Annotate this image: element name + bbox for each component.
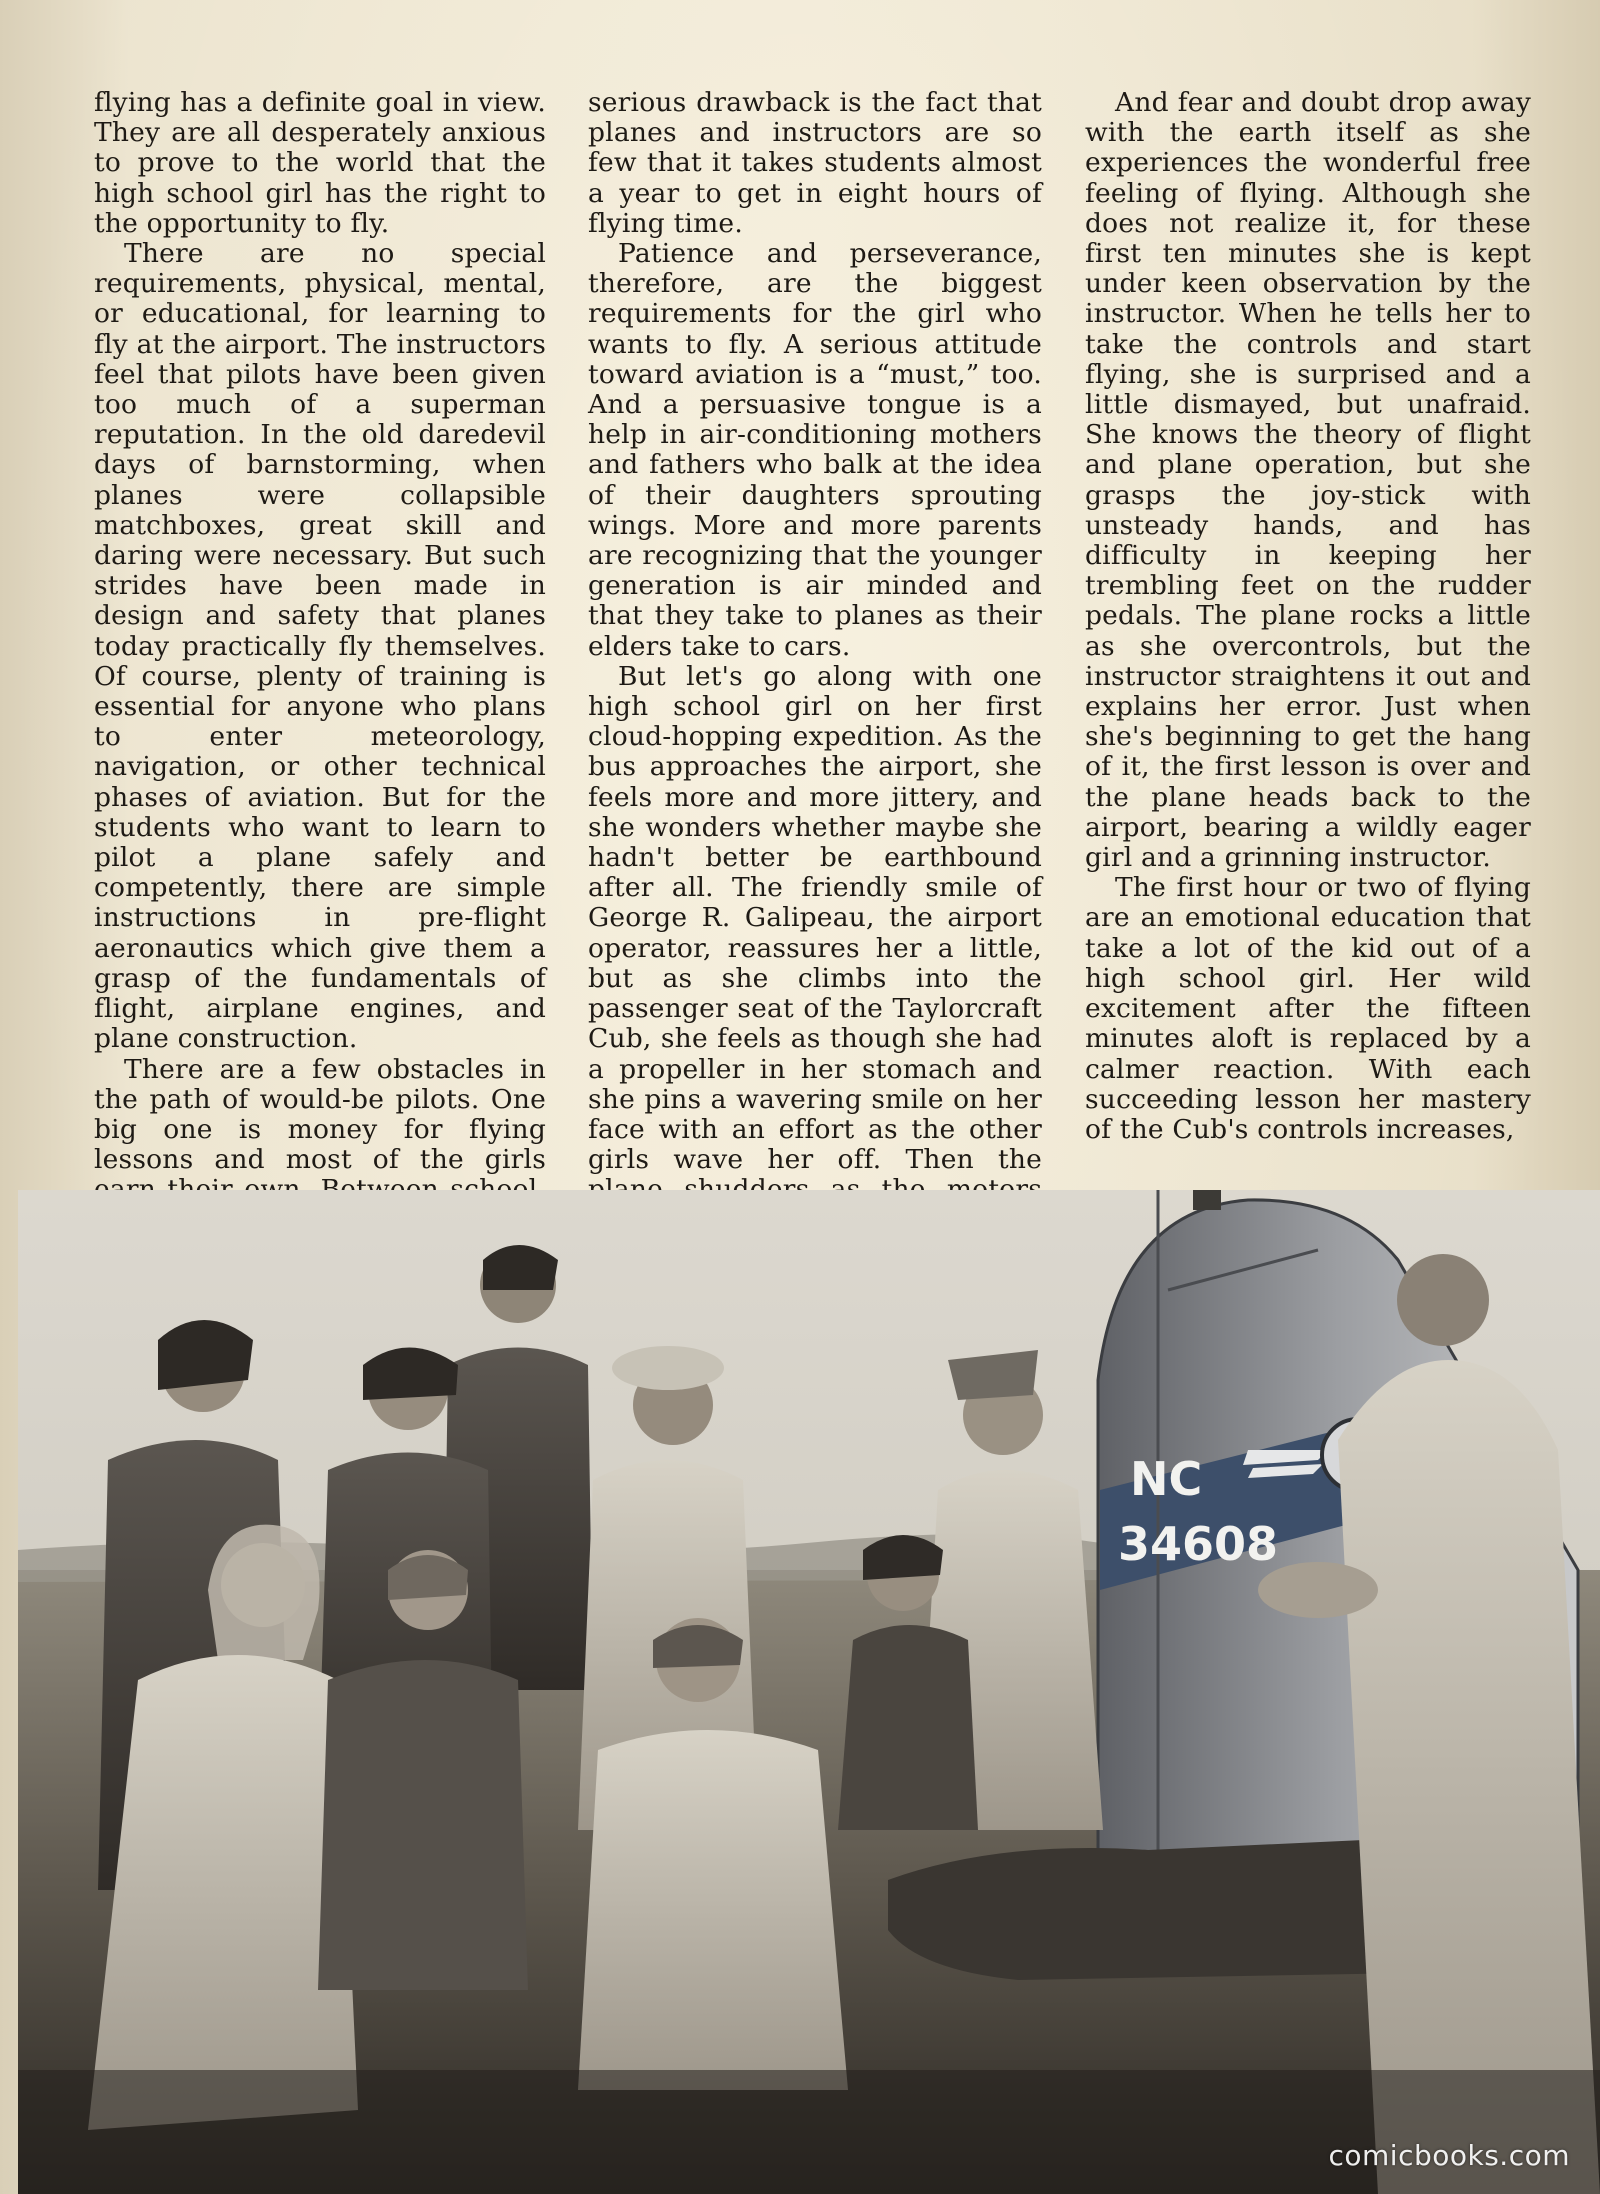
watermark: comicbooks.com — [1328, 2139, 1570, 2172]
article-column-3 — [1085, 88, 1531, 1145]
paragraph: But let's go along with one high school girl on her first cloud-hopping expedition. As the bus approaches the airport, she feels more and more jittery, and she wonders whether maybe she hadn't better be earthbound after all. The friendly smile of George R. Galipeau, the airport operator, reassures her a little, but as she climbs into the passenger seat of the Taylorcraft Cub, she feels as though she had a propeller in her stomach and she pins a wavering smile on her face with an effort as the other girls wave her off. Then the — [588, 660, 1042, 1176]
group-photo — [18, 1190, 1600, 2194]
paragraph: Patience and perseverance, therefore, are the biggest requirements for the girl who wants to fly. A serious attitude toward aviation is a “must,” too. And a persuasive tongue is a help in air-conditioning mothers and fathers who balk at the idea of their daughters sprouting wings. More and more parents are recognizing that the younger generation is air minded and that they take to planes as their elders take to cars. — [588, 238, 1042, 662]
tail-registration-nc: NC — [1130, 1452, 1203, 1506]
paragraph: There are a few obstacles in the path of would-be pilots. One big one is money for flying lessons and most of the girls — [94, 1053, 546, 1176]
paragraph: There are no special requirements, physical, mental, or educational, for learning to fly at the airport. The instructors feel that pilots have been given too much of a superman reputation. In the old daredevil days of barnstorming, when planes were collapsible matchboxes, great skill and daring were necessary. But such strides have been made in design and safety that planes today practically fly themselves. Of course, plenty of training is essential for anyone who plans to enter meteorology, navigation, or other technical phases of aviation. But for the students who want to learn to pilot a plane safely and competently, there are simple instructions in pre-flight aeronautics which give them a grasp of the fundamentals of flight, airplane engines, and plane construction. — [94, 238, 546, 1055]
tail-registration-number: 34608 — [1118, 1517, 1279, 1571]
article-column-2 — [588, 88, 1042, 1326]
paragraph: The first hour or two of flying are an emotional education that take a lot of the kid out of a high school girl. Her wild excitement after the fifteen minutes aloft is replaced by a calmer reaction. With each succeeding lesson her mastery of the Cub's controls increases, — [1085, 872, 1531, 1145]
paragraph: flying has a definite goal in view. They are all desperately anxious to prove to the world that the high school girl has the right to the opportunity to fly. — [94, 87, 546, 239]
paragraph: serious drawback is the fact that planes and instructors are so few that it takes students almost a year to get in eight hours of flying time. — [588, 87, 1042, 239]
paragraph: And fear and doubt drop away with the earth itself as she experiences the wonderful free feeling of flying. Although she does not realize it, for these first ten minutes she is kept under keen observation by the instructor. When he tells her to take the controls and start flying, she is surprised and a little dismayed, but unafraid. She knows the theory of flight and plane operation, but she grasps the joy-stick with unsteady hands, and has difficulty in keeping her trembling feet on the rudder pedals. The plane rocks a little as she overcontrols, but the instructor straightens it out and explains her error. Just when she's beginning to get the hang of it, the first lesson is over and the plane heads back to the airport, bearing a wildly eager girl and a grinning instructor. — [1085, 87, 1531, 874]
